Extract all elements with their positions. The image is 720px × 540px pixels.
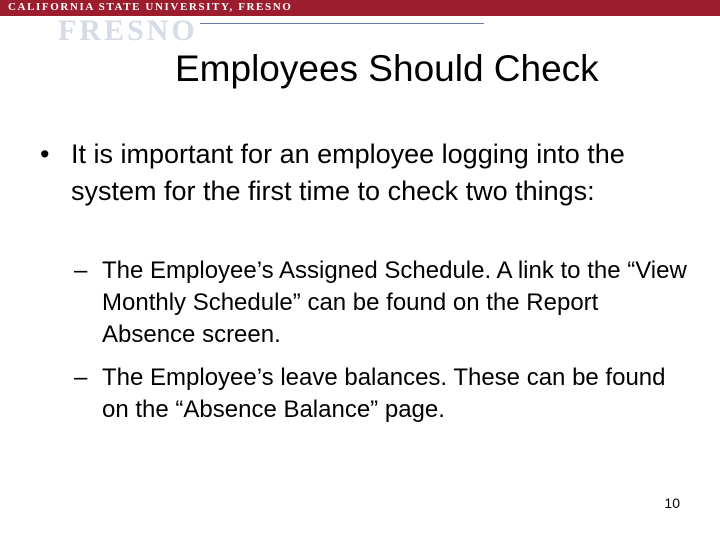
header-divider (200, 23, 484, 24)
page-number: 10 (664, 495, 680, 511)
university-name: CALIFORNIA STATE UNIVERSITY, FRESNO (8, 1, 293, 13)
bullet-icon: • (40, 139, 50, 169)
university-seal-logo: FRESNO (58, 14, 198, 47)
sub-bullet-text: The Employee’s Assigned Schedule. A link to the “View Monthly Schedule” can be found on the Report Absence screen. (102, 257, 687, 348)
bullet-text: It is important for an employee logging into the system for the first time to check two things: (71, 139, 625, 206)
dash-icon: – (74, 364, 88, 391)
sub-bullet-text: The Employee’s leave balances. These can be found on the “Absence Balance” page. (102, 364, 666, 423)
slide-title: Employees Should Check (175, 48, 599, 89)
dash-icon: – (74, 257, 88, 284)
